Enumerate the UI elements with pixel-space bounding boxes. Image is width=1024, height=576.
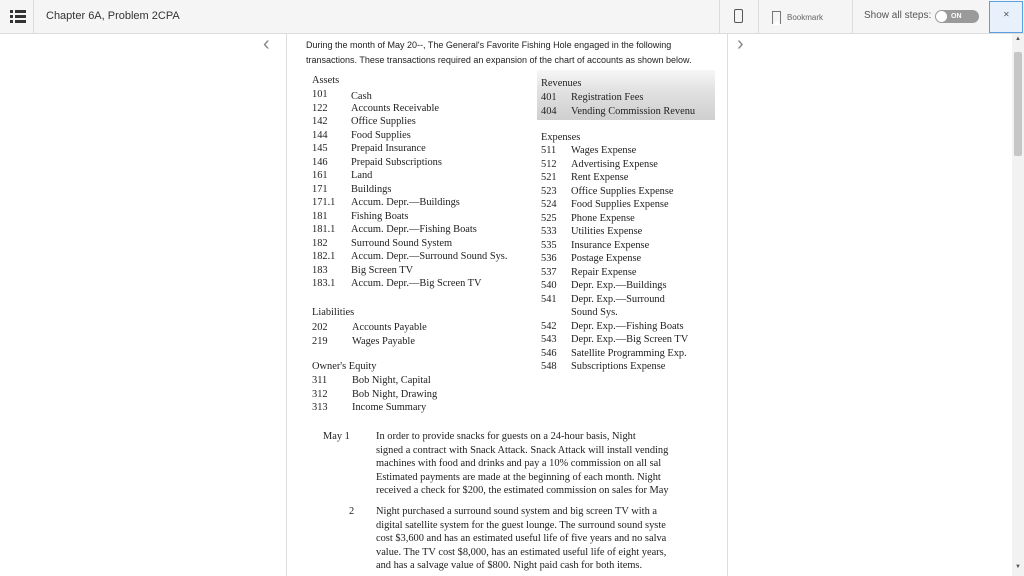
account-name: Satellite Programming Exp. xyxy=(571,347,687,359)
bookmark-button[interactable] xyxy=(772,7,823,27)
account-name: Prepaid Insurance xyxy=(351,143,426,154)
transaction-text: and has a salvage value of $800. Night paid cash for both items. xyxy=(376,560,643,572)
account-name: Food Supplies Expense xyxy=(571,199,669,210)
transaction-text: digital satellite system for the guest lounge. The surround sound syste xyxy=(376,519,666,531)
account-name: Accum. Depr.—Surround Sound Sys. xyxy=(351,251,508,262)
account-name: Registration Fees xyxy=(571,92,644,103)
account-number: 535 xyxy=(541,239,557,251)
account-name: Depr. Exp.—Big Screen TV xyxy=(571,334,689,345)
account-name: Repair Expense xyxy=(571,266,637,278)
account-number: 404 xyxy=(541,105,557,117)
bookmark-icon xyxy=(772,11,781,24)
account-number: 202 xyxy=(312,322,328,333)
prev-arrow-icon[interactable]: ‹ xyxy=(263,33,270,55)
account-number: 183 xyxy=(312,264,328,276)
account-name: Accounts Payable xyxy=(352,322,427,333)
scrollbar-thumb[interactable] xyxy=(1014,52,1022,156)
account-name: Rent Expense xyxy=(571,172,629,183)
account-name: Accum. Depr.—Fishing Boats xyxy=(351,224,477,235)
account-name: Accum. Depr.—Big Screen TV xyxy=(351,278,482,289)
page-title: Chapter 6A, Problem 2CPA xyxy=(46,10,180,22)
account-number: 511 xyxy=(541,145,557,156)
account-name: Depr. Exp.—Surround xyxy=(571,293,665,305)
account-number: 183.1 xyxy=(312,278,336,289)
account-number: 524 xyxy=(541,199,557,210)
transaction-date: 2 xyxy=(349,506,355,517)
transaction-text: In order to provide snacks for guests on a 24-hour basis, Night xyxy=(376,431,636,442)
account-number: 181.1 xyxy=(312,224,336,235)
account-number: 312 xyxy=(312,388,328,400)
account-name: Utilities Expense xyxy=(571,226,643,237)
account-number: 171 xyxy=(312,183,328,195)
account-name: Office Supplies xyxy=(351,116,416,127)
account-name: Wages Payable xyxy=(352,335,415,347)
account-name: Income Summary xyxy=(352,402,427,413)
scroll-down-icon[interactable]: ▼ xyxy=(1015,564,1021,570)
account-number: 525 xyxy=(541,212,557,224)
account-name: Accum. Depr.—Buildings xyxy=(351,197,460,208)
account-number: 101 xyxy=(312,89,328,100)
account-number: 182 xyxy=(312,237,328,249)
account-name: Big Screen TV xyxy=(351,264,414,276)
account-number: 536 xyxy=(541,253,557,264)
next-arrow-icon[interactable]: › xyxy=(737,33,744,55)
collapse-button[interactable] xyxy=(989,1,1023,33)
account-number: 401 xyxy=(541,92,557,103)
transaction-text: signed a contract with Snack Attack. Snack Attack will install vending xyxy=(376,444,669,456)
account-name: Land xyxy=(351,170,373,181)
transaction-date: May 1 xyxy=(323,431,350,442)
account-number: 182.1 xyxy=(312,251,336,262)
account-number: 533 xyxy=(541,226,557,237)
account-number: 512 xyxy=(541,158,557,170)
transaction-text: cost $3,600 and has an estimated useful life of five years and no salva xyxy=(376,533,667,545)
revenues-heading: Revenues xyxy=(541,78,582,89)
account-name: Wages Expense xyxy=(571,145,637,156)
account-number: 548 xyxy=(541,361,557,372)
account-name: Postage Expense xyxy=(571,253,642,264)
account-name: Depr. Exp.—Buildings xyxy=(571,280,667,291)
scroll-up-icon[interactable]: ▲ xyxy=(1015,36,1021,42)
account-name: Cash xyxy=(351,91,372,102)
account-name: Advertising Expense xyxy=(571,158,658,170)
transaction-text: Estimated payments are made at the beginning of each month. Night xyxy=(376,471,661,483)
bookmark-label: Bookmark xyxy=(787,12,824,22)
account-number: 543 xyxy=(541,334,557,345)
account-name: Prepaid Subscriptions xyxy=(351,156,442,168)
account-name: Bob Night, Drawing xyxy=(352,388,438,400)
account-name: Buildings xyxy=(351,183,392,195)
account-name: Insurance Expense xyxy=(571,239,650,251)
account-number: 219 xyxy=(312,335,328,347)
transaction-text: received a check for $200, the estimated commission on sales for May xyxy=(376,485,669,497)
liabilities-heading: Liabilities xyxy=(312,307,355,318)
top-toolbar xyxy=(0,0,1024,34)
toggle-label: ON xyxy=(951,13,962,20)
expenses-heading: Expenses xyxy=(541,132,581,143)
account-number: 537 xyxy=(541,266,557,278)
account-name: Subscriptions Expense xyxy=(571,361,666,372)
account-name: Office Supplies Expense xyxy=(571,185,674,197)
transaction-text: Night purchased a surround sound system and big screen TV with a xyxy=(376,506,657,517)
intro-text: During the month of May 20--, The General's Favorite Fishing Hole engaged in the following transactions. These transactions required an expansion of the chart of accounts as shown below. xyxy=(306,40,692,65)
assets-heading: Assets xyxy=(312,75,340,86)
transaction-text: machines with food and drinks and pay a 10% commission on all sal xyxy=(376,458,662,470)
account-number: 161 xyxy=(312,170,328,181)
account-number: 313 xyxy=(312,402,328,413)
account-number: 523 xyxy=(541,185,557,197)
equity-heading: Owner's Equity xyxy=(312,361,377,372)
account-name: Sound Sys. xyxy=(571,307,618,318)
account-name: Food Supplies xyxy=(351,129,411,141)
account-number: 145 xyxy=(312,143,328,154)
account-number: 144 xyxy=(312,129,328,141)
account-name: Vending Commission Revenu xyxy=(571,105,696,117)
document-page xyxy=(286,34,728,576)
account-number: 181 xyxy=(312,210,328,222)
account-number: 171.1 xyxy=(312,197,336,208)
transaction-text: value. The TV cost $8,000, has an estimated useful life of eight years, xyxy=(376,546,667,558)
collapse-icon: ✕ xyxy=(1003,10,1010,19)
account-name: Surround Sound System xyxy=(351,237,453,249)
show-steps-label: Show all steps: xyxy=(864,10,932,21)
menu-icon[interactable] xyxy=(6,4,32,30)
account-name: Accounts Receivable xyxy=(351,102,439,114)
account-number: 540 xyxy=(541,280,557,291)
account-name: Depr. Exp.—Fishing Boats xyxy=(571,320,684,332)
mobile-view-icon[interactable] xyxy=(734,9,743,23)
account-number: 142 xyxy=(312,116,328,127)
account-number: 546 xyxy=(541,347,557,359)
account-name: Phone Expense xyxy=(571,212,635,224)
account-number: 122 xyxy=(312,102,328,114)
account-name: Fishing Boats xyxy=(351,210,409,222)
account-number: 542 xyxy=(541,320,557,332)
account-name: Bob Night, Capital xyxy=(352,375,431,386)
account-number: 146 xyxy=(312,156,328,168)
account-number: 311 xyxy=(312,375,328,386)
account-number: 541 xyxy=(541,293,557,305)
problem-image xyxy=(309,70,709,576)
account-number: 521 xyxy=(541,172,557,183)
show-steps-toggle[interactable] xyxy=(935,10,979,23)
